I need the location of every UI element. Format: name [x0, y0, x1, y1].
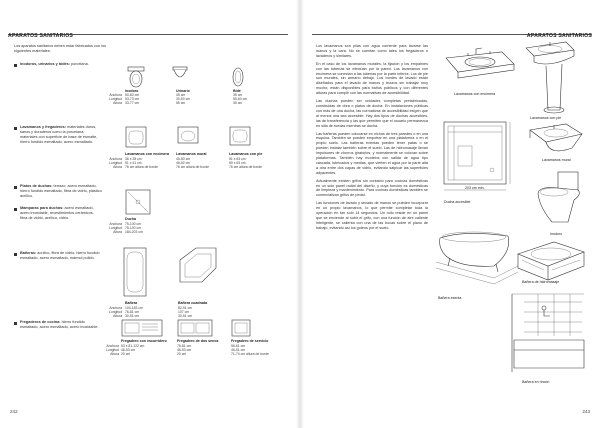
- label-altura: Altura: [113, 101, 122, 106]
- dim-longitud: 51 x 41 cm: [125, 161, 142, 166]
- dim-altura: 184-203 cm: [125, 230, 143, 235]
- section-title: Inodoros, urinarios y bidés:: [20, 62, 70, 66]
- fixture-dims-lav-pie: [229, 157, 262, 170]
- section-mamparas: [20, 206, 102, 221]
- paragraph: En el caso de los lavamanos murales, la fijación y los empalmes con las tuberías se efectúan por la pared. Los lavamanos con encimera se conectan a las tuberías por la parte inferior. Los de pie son murales, sin armario debajo. Los bordes de lavado están diseñados para el lavado de manos y brazos sin trabajar muy mucho; están disponibles para baños públicos y con diferentes alturas para cumplir con las normativas de accesibilidad.: [316, 61, 428, 96]
- dim-anchura: 104-183 cm: [125, 306, 143, 310]
- ducha-plan-drawing: [120, 188, 160, 220]
- label-anchura: Anchura: [109, 93, 122, 97]
- left-header-title: APARATOS SANITARIOS: [8, 33, 74, 39]
- book-gutter: [296, 0, 304, 428]
- fixture-dims-ducha: [125, 222, 143, 235]
- section-title: Platos de duchas:: [20, 184, 53, 188]
- dim-altura: 76 cm altura de borde: [176, 165, 209, 170]
- dim-longitud: 46-51 cm: [231, 348, 246, 353]
- paragraph: Las bañeras pueden colocarse en nichos de tres paredes o en una esquina. También se pueden empotrar en una plataforma o en el propio suelo. Las bañeras exentas pueden tener patas o se pueden instalar también sobre el suelo. Las de hidromasaje llevan impulsores de chorros giratorios, y normalmente se colocan sobre plataformas. También hay modelos con salida de agua tipo cascada, lubricados y medias, que vierten el agua por la parte alta a otra entre dos capas de vidrio, evitando salpicar las superficies adyacentes.: [316, 131, 428, 175]
- section-title: Mamparas para duchas:: [20, 206, 64, 210]
- sanitary-plan-row-5: [118, 318, 288, 338]
- section-text: acero esmaltado, acero inoxidable, revestimientos cerámicos, fibra de vidrio, acrílico, vidrio.: [20, 206, 94, 220]
- label-altura: Altura: [113, 165, 122, 170]
- caption-ducha-accesible: Ducha accesible: [444, 200, 471, 204]
- dim-altura: 76 cm altura de borde: [229, 165, 262, 170]
- fregadero-servicio-plan: [232, 320, 250, 336]
- section-lavamanos: [20, 125, 102, 145]
- dim-altura: 55 cm: [176, 101, 186, 106]
- bullet: [14, 127, 17, 130]
- fixture-dims-bide: [233, 93, 247, 106]
- fregadero-dos-senos-plan: [178, 320, 212, 336]
- fixture-name-freg-servicio: Fregadero de servicio: [231, 339, 269, 343]
- fixture-name-inodoro: Inodoro: [125, 89, 139, 93]
- inodoro-tank-plan: [128, 67, 144, 71]
- fixture-name-freg-escurridero: Fregadero con escurridero: [121, 339, 167, 343]
- dim-longitud: 46-53 cm: [177, 348, 192, 353]
- section-inodoros: [20, 62, 120, 67]
- label-anchura: Anchura: [106, 344, 119, 348]
- fixture-dims-banera-cuadrada: [178, 306, 192, 319]
- paragraph: Actualmente existen grifos sin contacto para cocinas domésticas en un solo panel radial del diseño, y cuya función es domésticas de limpieza y mantenimiento. Para cocinas domésticas también se comercializan grifos de pedal.: [316, 178, 428, 198]
- dim-labels-row4: [102, 306, 122, 319]
- caption-lavamanos-encimera: Lavamanos con encimera: [454, 92, 496, 96]
- section-text: acrílico, fibra de vidrio, hierro fundido esmaltado, acero esmaltado, mármol pulido.: [20, 251, 100, 260]
- dim-labels-row5: [99, 344, 119, 357]
- fixture-name-bide: Bidé: [233, 89, 241, 93]
- dim-anchura: 36 x 28 cm: [125, 157, 142, 161]
- dim-longitud: 107 cm: [178, 310, 190, 315]
- dim-longitud: 53-73 cm: [125, 97, 140, 102]
- dim-altura: 35 cm: [233, 101, 243, 106]
- section-text: hierro fundido esmaltado, acero esmaltado, acero inoxidable.: [20, 320, 99, 329]
- label-longitud: Longitud: [108, 310, 122, 315]
- dim-altura: 20 cm: [121, 352, 131, 357]
- right-page-number: 243: [582, 409, 590, 414]
- section-baneras: [20, 251, 102, 261]
- bullet: [14, 253, 17, 256]
- illustration-lavamanos-mural: [526, 124, 586, 160]
- dim-longitud: 69 x 63 cm: [229, 161, 246, 166]
- fixture-dims-lav-mural: [176, 157, 209, 170]
- label-anchura: Anchura: [109, 306, 122, 310]
- bullet: [14, 64, 17, 67]
- fixture-dims-freg-escurridero: [121, 344, 144, 357]
- sanitary-plan-row-1: [125, 66, 255, 88]
- caption-banera-exenta: Bañera exenta: [438, 296, 462, 300]
- illustration-lavamanos-encimera: [438, 44, 518, 90]
- intro-text: Los aparatos sanitarios deben estar fabricados con los siguientes materiales:: [14, 44, 107, 53]
- sanitary-plan-row-2: [120, 125, 270, 149]
- caption-lavamanos-mural: Lavamanos mural: [542, 158, 571, 162]
- section-text: materiales duros, sanos y duraderos como la porcelana; materiales con superficie de base de esmalte, hierro fundido esmaltado, acero esmaltado.: [20, 125, 98, 144]
- right-text-column: [316, 44, 428, 234]
- dim-anchura: 75-100 cm: [125, 222, 142, 226]
- dim-longitud: 76-81 cm: [125, 310, 140, 315]
- dim-anchura: 82-91 cm: [178, 306, 193, 310]
- fixture-dims-banera: [125, 306, 143, 319]
- section-text: terrazo, acero esmaltado, hierro fundido esmaltado, fibra de vidrio, plástico acrílico.: [20, 184, 102, 198]
- caption-inodoro: Inodoro: [550, 232, 563, 236]
- section-title: Bañeras:: [20, 251, 37, 255]
- label-longitud: Longitud: [108, 161, 122, 166]
- bullet: [14, 208, 17, 211]
- dim-longitud: 55-60 cm: [233, 97, 248, 102]
- right-page: [304, 0, 600, 428]
- section-text: porcelana.: [70, 62, 89, 66]
- left-page-header: [8, 24, 288, 39]
- fixture-dims-urinario: [176, 93, 190, 106]
- fixture-dims-freg-servicio: [231, 344, 269, 357]
- illustration-banera-hidromasaje: [514, 240, 588, 284]
- caption-banera-hidromasaje: Bañera de hidromasaje: [522, 280, 560, 284]
- dim-altura: 30-51 cm: [178, 314, 193, 319]
- left-page: [0, 0, 296, 428]
- dim-labels-row2: [102, 157, 122, 170]
- illustration-banera-rincon: [504, 290, 590, 382]
- section-duchas: [20, 184, 102, 199]
- paragraph: Las duchas pueden ser unidades completas prefabricadas, construidas de obra o platos de ducha. En instalaciones públicas con más de una ducha, las normativas de accesibilidad exigen que al menos una sea accesible. Hay dos tipos de duchas accesibles, las de transferencia y las que permiten que el usuario permanezca en silla de ruedas mientras se ducha.: [316, 99, 428, 128]
- bide-plan: [233, 68, 243, 86]
- dim-anchura: 35 cm: [233, 93, 243, 97]
- dim-altura: 20 cm: [177, 352, 187, 357]
- section-title: Fregaderos de cocina:: [20, 320, 61, 324]
- fixture-dims-inodoro: [125, 93, 139, 106]
- right-page-header: [312, 24, 592, 39]
- caption-lavamanos-pie: Lavamanos con pie: [530, 116, 562, 120]
- sanitary-plan-row-4: [118, 246, 258, 300]
- fixture-name-banera: Bañera: [125, 301, 138, 305]
- illustration-banera-exenta: [434, 222, 518, 288]
- label-altura: Altura: [110, 352, 119, 357]
- label-longitud: Longitud: [108, 97, 122, 102]
- dim-altura: 71-74 cm altura de borde: [231, 352, 269, 357]
- dim-altura: 30-51 cm: [125, 314, 140, 319]
- label-altura: Altura: [113, 314, 122, 319]
- fixture-name-lav-encimera: Lavamanos con encimera: [125, 152, 169, 156]
- bullet: [14, 322, 17, 325]
- banera-plan: [124, 248, 146, 296]
- dim-longitud: 75-100 cm: [125, 226, 142, 231]
- section-fregaderos: [20, 320, 102, 330]
- label-longitud: Longitud: [105, 348, 119, 353]
- section-title: Lavamanos y fregaderos:: [20, 125, 67, 129]
- fixture-name-banera-cuadrada: Bañera cuadrada: [178, 301, 208, 305]
- inodoro-bowl-plan: [130, 71, 142, 87]
- paragraph: Las funciones de lavado y secado de manos se pueden incorporar en un propio lavamanos, lo que permite completar toda la operación en tan solo 14 segundos. Un rollo reside en un panel que se enciende al subir el grifo, con una función de aire caliente inteligente, se calienta con una de las bocas sobre el plano de trabajo, evitando así los goteos por el suelo.: [316, 201, 428, 230]
- fixture-dims-freg-dos-senos: [177, 344, 191, 357]
- dim-anchura: 53 x 81-122 cm: [121, 344, 145, 348]
- right-header-title: APARATOS SANITARIOS: [526, 33, 592, 39]
- dim-anchura: 76-81 cm: [177, 344, 192, 348]
- paragraph: Los lavamanos son pilas con agua corriente para lavarse las manos y la cara. No se cuentan como tales los fregaderos o lavaderos y similares.: [316, 44, 428, 58]
- dim-labels-row3: [102, 222, 122, 235]
- dim-anchura: 56-61 cm: [231, 344, 246, 348]
- dim-labels-row1: [102, 93, 122, 106]
- fixture-name-freg-dos-senos: Fregadero de dos senos: [177, 339, 219, 343]
- dim-anchura: 45-50 cm: [176, 157, 191, 161]
- plan-dimension-label: 203 cm min.: [465, 186, 485, 190]
- fixture-name-lav-pie: Lavamanos con pie: [229, 152, 263, 156]
- fixture-name-ducha: Ducha: [125, 217, 136, 221]
- dim-anchura: 45 cm: [176, 93, 186, 97]
- illustration-lavamanos-pie: [520, 40, 578, 114]
- illustration-inodoro: [534, 168, 586, 228]
- dim-longitud: 46-52 cm: [176, 161, 191, 166]
- dim-altura: 33-77 cm: [125, 101, 140, 106]
- dim-anchura: 51 x 63 cm: [229, 157, 246, 161]
- left-page-number: 242: [10, 409, 18, 414]
- label-longitud: Longitud: [108, 226, 122, 231]
- bullet: [14, 186, 17, 189]
- illustration-ducha-accesible: [440, 118, 524, 196]
- dim-anchura: 50-60 cm: [125, 93, 140, 97]
- dim-altura: 76 cm altura de borde: [125, 165, 158, 170]
- dim-longitud: 30-50 cm: [176, 97, 191, 102]
- label-anchura: Anchura: [109, 157, 122, 161]
- urinario-plan: [173, 67, 187, 70]
- fregadero-escurridero-plan: [122, 320, 162, 336]
- fixture-name-urinario: Urinario: [176, 89, 190, 93]
- dim-longitud: 46-53 cm: [121, 348, 136, 353]
- fixture-dims-lav-encimera: [125, 157, 158, 170]
- fixture-name-lav-mural: Lavamanos mural: [176, 152, 207, 156]
- label-altura: Altura: [113, 230, 122, 235]
- caption-banera-rincon: Bañera en rincón: [522, 380, 550, 384]
- label-anchura: Anchura: [109, 222, 122, 226]
